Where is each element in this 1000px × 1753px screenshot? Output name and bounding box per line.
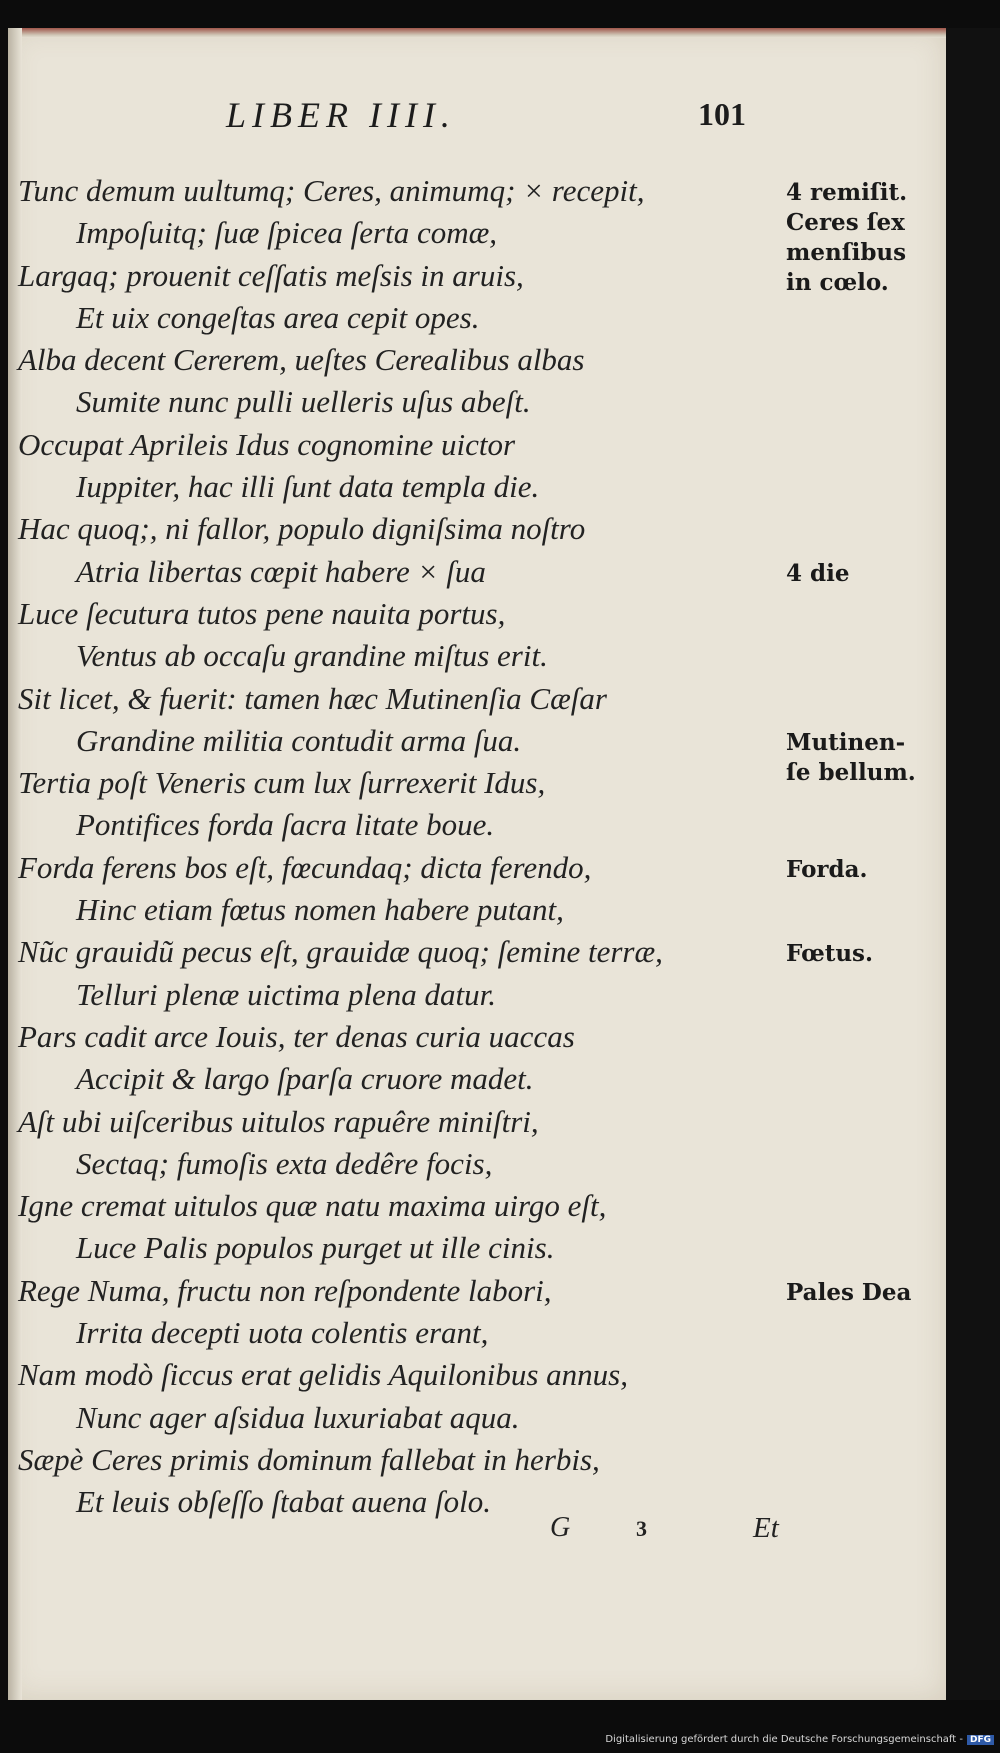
marginal-note [786,559,946,589]
running-header [8,94,946,140]
marginal-note-line: Forda. [786,855,868,883]
verse-line: Impoſuitq; ſuæ ſpicea ſerta comæ, [76,215,498,251]
verse-line: Aſt ubi uiſceribus uitulos rapuêre miniſtri, [18,1103,539,1139]
marginal-note-line: Mutinen- [786,728,906,756]
verse-line: Sumite nunc pulli uelleris uſus abeſt. [76,384,531,420]
verse-line: Tunc demum uultumq; Ceres, animumq; × recepit, [18,173,645,208]
verse-line: Sit licet, & fuerit: tamen hæc Mutinenſia Cæſar [18,680,607,716]
verse-line: Et leuis obſeſſo ſtabat auena ſolo. [76,1484,492,1520]
verse-line: Occupat Aprileis Idus cognomine uictor [18,426,516,462]
verse-line: Igne cremat uitulos quæ natu maxima uirgo eſt, [18,1188,607,1224]
verse-line: Iuppiter, hac illi ſunt data templa die. [76,469,540,505]
verse-line: Atria libertas cœpit habere × ſua [76,553,486,589]
book-page [8,28,946,1700]
marginal-note-line: 4 remiſit. [786,179,908,206]
verse-line: Pontifices forda ſacra litate boue. [76,807,495,843]
verse-line: Luce Palis populos purget ut ille cinis. [76,1230,555,1266]
credit-text: Digitalisierung gefördert durch die Deutsche Forschungsgemeinschaft - [605,1734,963,1745]
verse-line: Telluri plenæ uictima plena datur. [76,976,496,1012]
marginal-note [786,728,946,788]
verse-line: Accipit & largo ſparſa cruore madet. [76,1061,534,1097]
marginal-note [786,1278,946,1308]
verse-line: Sæpè Ceres primis dominum fallebat in herbis, [18,1441,600,1477]
marginal-note-line: Fœtus. [786,940,874,968]
verse-line: Rege Numa, fructu non reſpondente labori, [18,1272,552,1308]
verse-line: Et uix congeſtas area cepit opes. [76,299,480,335]
marginal-note-line: menſibus [786,239,907,266]
verse-line: Ventus ab occaſu grandine miſtus erit. [76,638,548,674]
dfg-logo: DFG [967,1735,994,1745]
catchword: Et [753,1512,779,1544]
verse-line: Forda ferens bos eſt, fœcundaq; dicta ferendo, [18,849,592,885]
marginal-note-line: Ceres ſex [786,209,905,236]
marginal-note-line: 4 die [786,559,850,587]
page-top-edge [8,28,946,38]
verse-line: Hac quoq;, ni fallor, populo digniſsima noſtro [18,511,586,547]
marginal-note-line: in cœlo. [786,269,889,296]
marginal-note-line: Pales Dea [786,1278,912,1306]
marginal-note-line: ſe bellum. [786,758,916,786]
signature-number: 3 [636,1516,647,1541]
verse-line: Tertia poſt Veneris cum lux ſurrexerit Idus, [18,765,546,801]
digitization-credit [605,1734,994,1745]
verse-line: Nunc ager aſsidua luxuriabat aqua. [76,1399,520,1435]
verse-line: Nam modò ſiccus erat gelidis Aquilonibus annus, [18,1357,628,1393]
marginal-note [786,855,946,885]
signature-mark: G [550,1512,571,1543]
verse-line: Hinc etiam fœtus nomen habere putant, [76,892,564,928]
verse-line: Nũc grauidũ pecus eſt, grauidæ quoq; ſemine terræ, [18,934,663,970]
page-footer [8,1512,946,1558]
folio-number: 101 [698,96,746,132]
verse-line: Luce ſecutura tutos pene nauita portus, [18,595,506,631]
verse-line: Alba decent Cererem, ueſtes Cerealibus albas [18,342,585,378]
verse-line: Grandine militia contudit arma ſua. [76,722,522,758]
verse-line: Irrita decepti uota colentis erant, [76,1315,489,1351]
verse-line: Sectaq; fumoſis exta dedêre focis, [76,1145,493,1181]
verse-block [18,170,798,1524]
verse-line: Pars cadit arce Iouis, ter denas curia uaccas [18,1018,575,1054]
running-title: LIBER IIII. [226,95,456,135]
verse-line: Largaq; prouenit ceſſatis meſsis in aruis, [18,257,524,293]
marginal-note [786,178,946,298]
marginal-note [786,939,946,969]
scan-background [946,28,1000,1700]
